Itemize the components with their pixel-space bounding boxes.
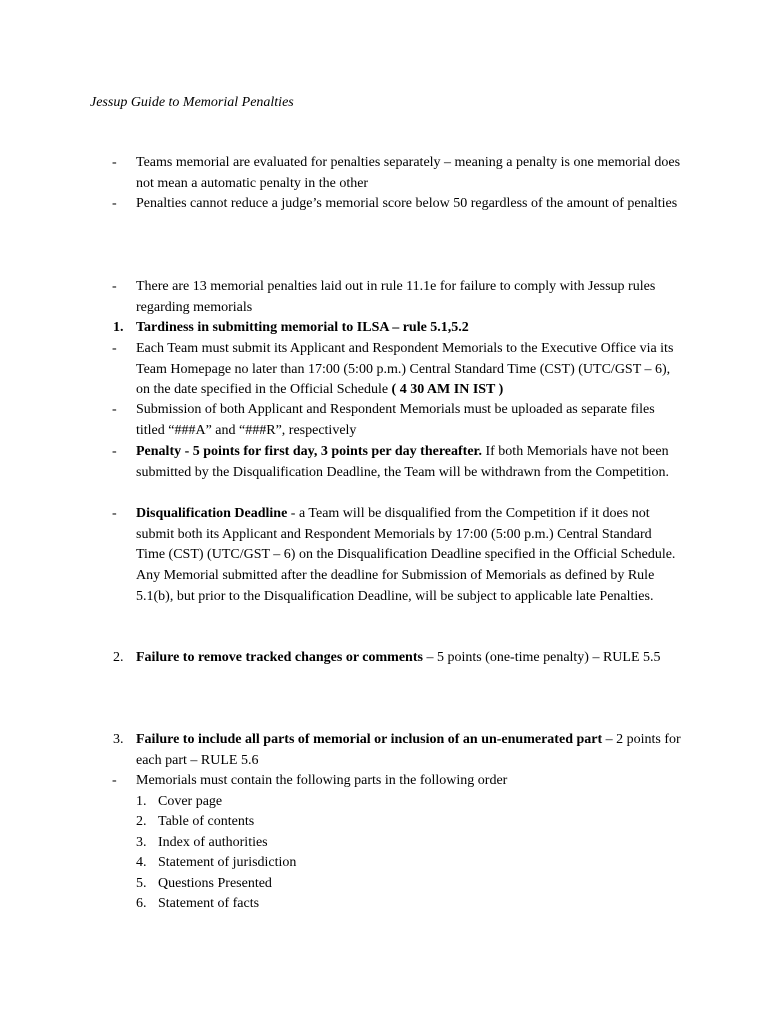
bullet-text: Memorials must contain the following parts in the following order: [136, 773, 508, 788]
bullet-text: Teams memorial are evaluated for penalties separately – meaning a penalty is one memorial does not mean a automatic penalty in the other: [136, 155, 681, 191]
bullet-bold-text: ( 4 30 AM IN IST ): [391, 382, 504, 398]
part-number: 3.: [136, 835, 147, 850]
section-heading-text: Failure to include all parts of memorial or inclusion of an un-enumerated part: [136, 732, 603, 747]
part-label: Statement of facts: [158, 896, 260, 911]
section-number: 2.: [113, 650, 124, 665]
section-heading-rest: – 5 points (one-time penalty) – RULE 5.5: [422, 650, 661, 665]
part-number: 4.: [136, 855, 147, 870]
bullet-text: Submission of both Applicant and Respondent Memorials must be uploaded as separate files titled “###A” and “###R”, respectively: [136, 402, 655, 438]
section-heading-text: Failure to remove tracked changes or comments: [136, 650, 423, 665]
section-number: 3.: [113, 732, 124, 747]
part-label: Statement of jurisdiction: [158, 855, 297, 870]
bullet-text: Each Team must submit its Applicant and Respondent Memorials to the Executive Office via its Team Homepage no later than 17:00 (5:00 p.m.) Central Standard Time (CST) (UTC/GST – 6), on the date specified in the Official Schedule: [136, 341, 674, 398]
bullet-bold-text: Penalty - 5 points for first day, 3 points per day thereafter.: [136, 444, 482, 459]
part-number: 1.: [136, 794, 147, 809]
dash-bullet: -: [112, 279, 117, 294]
section-heading-rest: – 2 points for each part – RULE 5.6: [136, 732, 681, 768]
part-label: Index of authorities: [158, 835, 268, 850]
part-number: 6.: [136, 896, 147, 911]
bullet-text: Penalties cannot reduce a judge’s memorial score below 50 regardless of the amount of penalties: [136, 196, 678, 211]
bullet-bold-text: Disqualification Deadline: [136, 506, 288, 521]
part-label: Table of contents: [158, 814, 255, 829]
dash-bullet: -: [112, 341, 117, 356]
bullet-text: If both Memorials have not been submitted by the Disqualification Deadline, the Team will be withdrawn from the Competition.: [136, 444, 669, 480]
part-number: 2.: [136, 814, 147, 829]
bullet-text: - a Team will be disqualified from the Competition if it does not submit both its Applicant and Respondent Memorials by 17:00 (5:00 p.m.) Central Standard Time (CST) (UTC/GST – 6) on the Disqualification Deadline specified in the Official Schedule. Any Memorial submitted after the deadline for Submission of Memorials as defined by Rule 5.1(b), but prior to the Disqualification Deadline, will be subject to applicable late Penalties.: [136, 506, 676, 604]
dash-bullet: -: [112, 506, 117, 521]
dash-bullet: -: [112, 155, 117, 170]
bullet-text: There are 13 memorial penalties laid out in rule 11.1e for failure to comply with Jessup rules regarding memorials: [136, 279, 656, 315]
part-number: 5.: [136, 876, 147, 891]
dash-bullet: -: [112, 196, 117, 211]
part-label: Questions Presented: [158, 876, 272, 891]
dash-bullet: -: [112, 402, 117, 417]
dash-bullet: -: [112, 444, 117, 459]
section-heading-text: Tardiness in submitting memorial to ILSA – rule 5.1,5.2: [136, 320, 469, 335]
part-label: Cover page: [158, 794, 223, 809]
dash-bullet: -: [112, 773, 117, 788]
document-title: Jessup Guide to Memorial Penalties: [90, 95, 294, 110]
section-number: 1.: [113, 320, 124, 335]
